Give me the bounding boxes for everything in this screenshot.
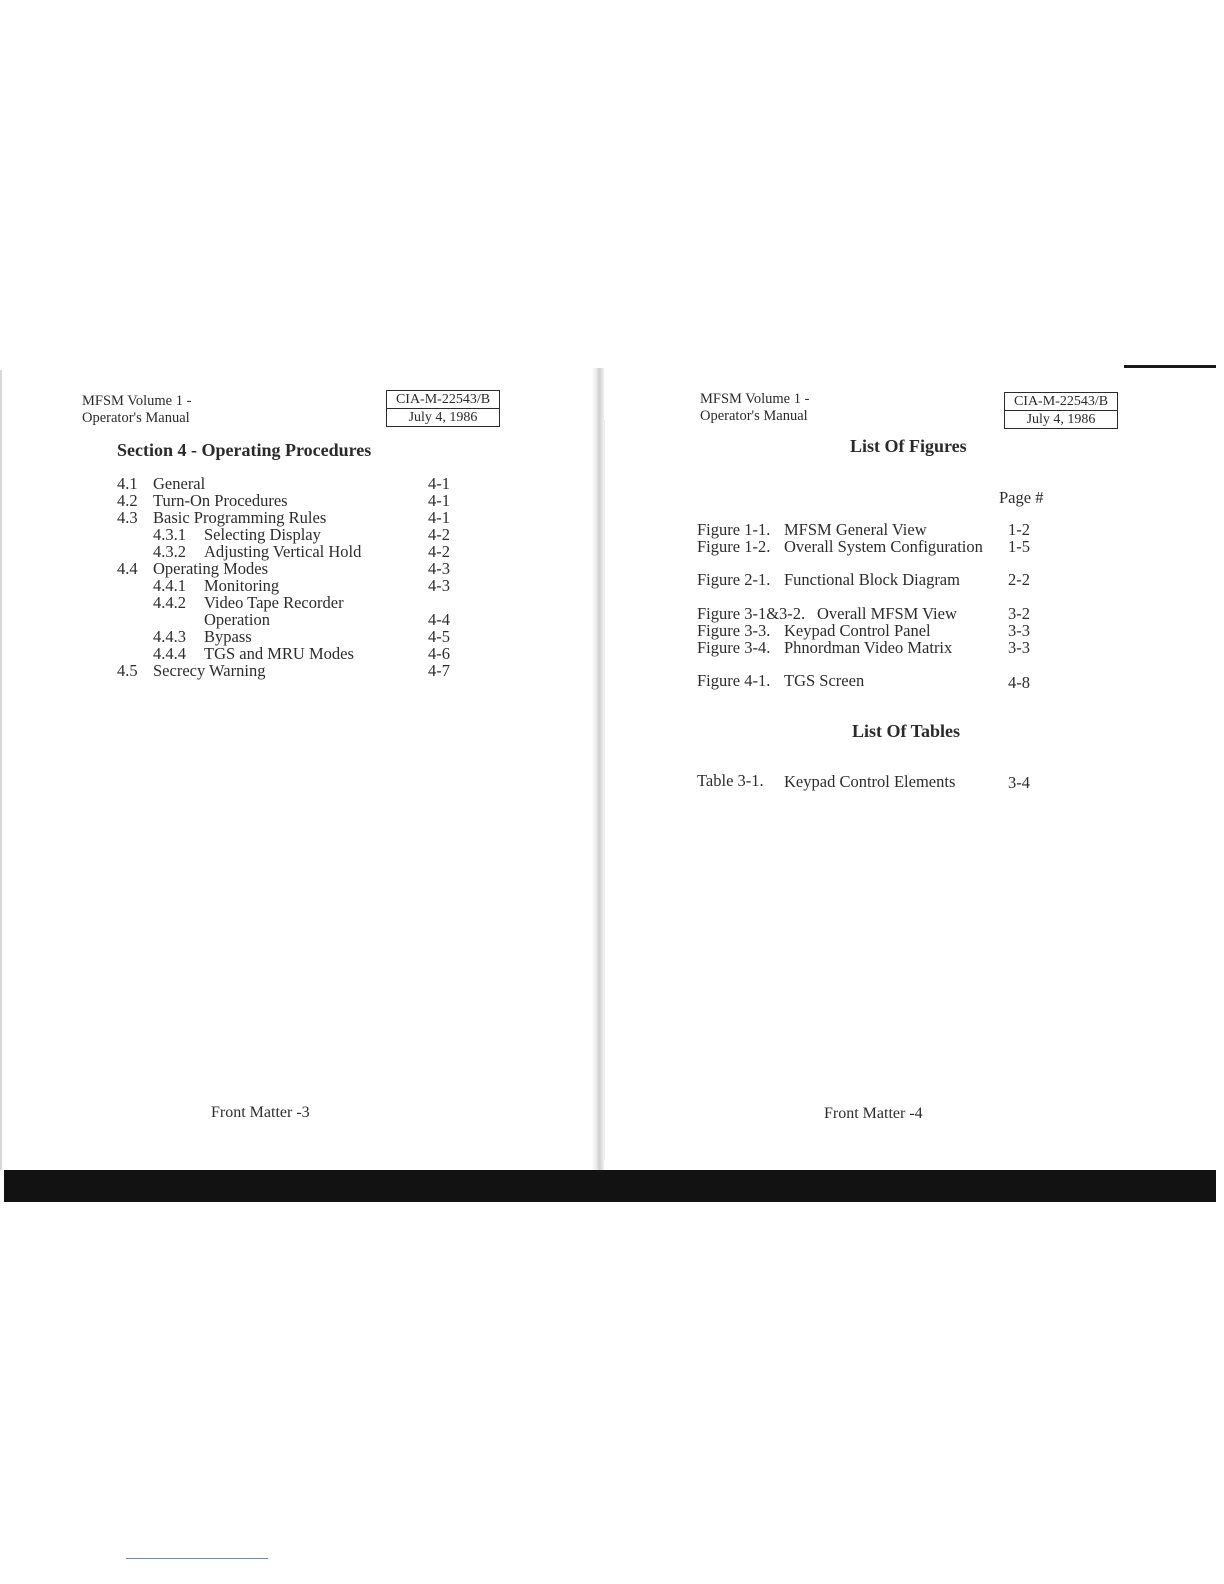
toc-num: 4.3.1 <box>153 525 186 544</box>
toc-page: 4-1 <box>428 474 450 493</box>
toc-num: 4.3 <box>117 508 138 527</box>
toc-num: 4.4.3 <box>153 627 186 646</box>
toc-num: 4.4 <box>117 559 138 578</box>
scan-top-rule <box>1124 365 1216 368</box>
left-header-title-line2: Operator's Manual <box>82 410 190 426</box>
toc-num: 4.2 <box>117 491 138 510</box>
figure-label: Keypad Control Panel <box>784 621 931 640</box>
right-doc-date: July 4, 1986 <box>1005 410 1117 428</box>
toc-page: 4-3 <box>428 559 450 578</box>
left-doc-date: July 4, 1986 <box>387 408 499 426</box>
toc-label: TGS and MRU Modes <box>204 644 354 663</box>
right-header-title <box>700 391 809 425</box>
toc-label: Operating Modes <box>153 559 269 578</box>
toc-label: Basic Programming Rules <box>153 508 327 527</box>
figures-title: List Of Figures <box>850 436 967 456</box>
toc-num: 4.4.2 <box>153 593 186 612</box>
gutter-line <box>604 420 605 1160</box>
blue-rule <box>126 1558 268 1559</box>
figure-num: Figure 4-1. <box>697 671 771 690</box>
figure-page: 3-3 <box>1008 621 1030 640</box>
toc-page: 4-2 <box>428 542 450 561</box>
page-column-header: Page # <box>999 488 1044 507</box>
toc-label: Video Tape Recorder <box>204 593 344 612</box>
toc-label: General <box>153 474 206 493</box>
section-title: Section 4 - Operating Procedures <box>117 440 372 460</box>
toc-label: Monitoring <box>204 576 280 595</box>
toc-page: 4-3 <box>428 576 450 595</box>
left-doc-number: CIA-M-22543/B <box>395 392 491 407</box>
figure-page: 4-8 <box>1008 673 1030 692</box>
book-gutter-shadow <box>592 368 604 1172</box>
left-header-title <box>82 393 191 427</box>
right-doc-id-box <box>1004 392 1118 429</box>
figure-label: Functional Block Diagram <box>784 570 960 589</box>
toc-num: 4.1 <box>117 474 138 493</box>
left-page-footer: Front Matter -3 <box>211 1104 310 1121</box>
toc-page: 4-7 <box>428 661 450 680</box>
toc-num: 4.3.2 <box>153 542 186 561</box>
right-header-title-line2: Operator's Manual <box>700 408 808 424</box>
scan-left-edge <box>0 370 2 1170</box>
table-num: Table 3-1. <box>697 771 764 790</box>
figure-page: 3-3 <box>1008 638 1030 657</box>
toc-page: 4-2 <box>428 525 450 544</box>
table-label: Keypad Control Elements <box>784 772 956 791</box>
figure-num: Figure 1-1. <box>697 520 771 539</box>
toc-page: 4-1 <box>428 491 450 510</box>
right-doc-number: CIA-M-22543/B <box>1013 394 1109 409</box>
figure-num: Figure 1-2. <box>697 537 771 556</box>
tables-title: List Of Tables <box>852 721 961 741</box>
toc-label: Adjusting Vertical Hold <box>204 542 362 561</box>
left-header-title-line1: MFSM Volume 1 - <box>82 393 192 409</box>
table-page: 3-4 <box>1008 773 1030 792</box>
figure-label: Overall System Configuration <box>784 537 983 556</box>
figure-label: Overall MFSM View <box>817 604 957 623</box>
toc-num: 4.5 <box>117 661 138 680</box>
toc-page: 4-6 <box>428 644 450 663</box>
right-page-footer: Front Matter -4 <box>824 1105 923 1122</box>
toc-label: Secrecy Warning <box>153 661 266 680</box>
figure-num: Figure 3-1&3-2. <box>697 604 806 623</box>
toc-label: Operation <box>204 610 270 629</box>
figure-num: Figure 2-1. <box>697 570 771 589</box>
toc-page: 4-1 <box>428 508 450 527</box>
toc-page: 4-4 <box>428 610 450 629</box>
figure-page: 1-5 <box>1008 537 1030 556</box>
figure-num: Figure 3-4. <box>697 638 771 657</box>
right-header-title-line1: MFSM Volume 1 - <box>700 391 810 407</box>
figure-label: MFSM General View <box>784 520 927 539</box>
toc-label: Selecting Display <box>204 525 321 544</box>
figure-page: 2-2 <box>1008 570 1030 589</box>
figure-page: 1-2 <box>1008 520 1030 539</box>
figure-num: Figure 3-3. <box>697 621 771 640</box>
toc-label: Turn-On Procedures <box>153 491 288 510</box>
toc-label: Bypass <box>204 627 252 646</box>
toc-num: 4.4.4 <box>153 644 186 663</box>
scan-bottom-bar <box>4 1170 1216 1202</box>
figure-label: TGS Screen <box>784 671 865 690</box>
figure-page: 3-2 <box>1008 604 1030 623</box>
figure-label: Phnordman Video Matrix <box>784 638 953 657</box>
left-doc-id-box <box>386 390 500 427</box>
toc-num: 4.4.1 <box>153 576 186 595</box>
toc-page: 4-5 <box>428 627 450 646</box>
